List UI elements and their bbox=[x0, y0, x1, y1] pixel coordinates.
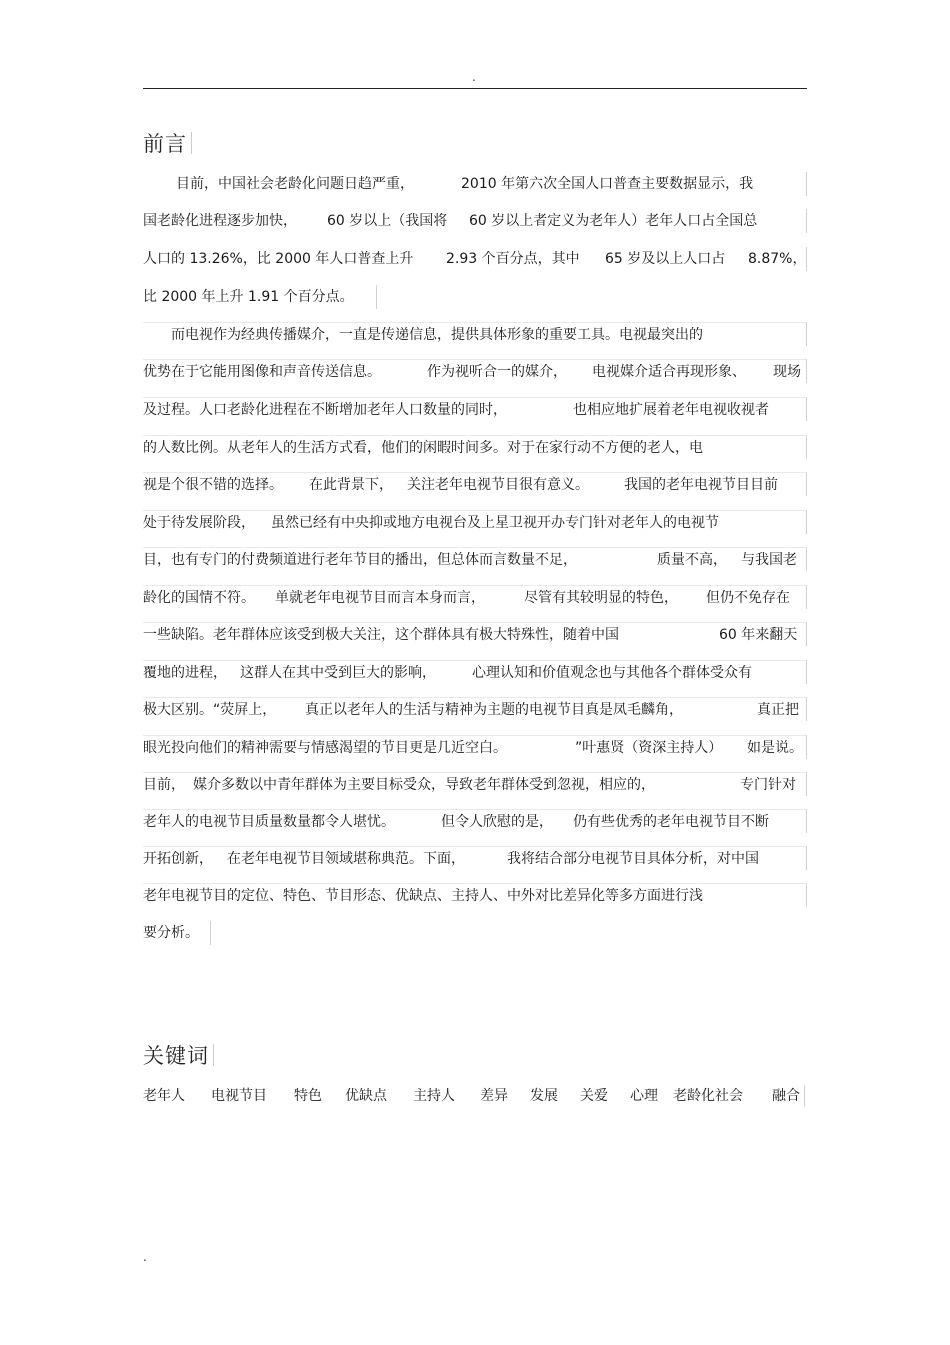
text-segment: 目前， bbox=[143, 777, 185, 793]
text-segment: 老年电视节目的定位、特色、节目形态、优缺点、主持人、中外对比差异化等多方面进行浅 bbox=[143, 888, 703, 904]
text-segment: 60 年来翻天 bbox=[719, 627, 798, 643]
text-line bbox=[143, 435, 807, 459]
text-segment: 极大区别。“荧屏上， bbox=[143, 702, 277, 718]
text-segment: 视是个很不错的选择。 bbox=[143, 477, 283, 493]
text-segment: 心理认知和价值观念也与其他各个群体受众有 bbox=[472, 665, 752, 681]
text-segment: 也相应地扩展着老年电视收视者 bbox=[573, 402, 769, 418]
text-line bbox=[143, 660, 807, 684]
text-segment: 目前，中国社会老龄化问题日趋严重， bbox=[176, 176, 414, 192]
text-line bbox=[143, 397, 807, 421]
text-line bbox=[143, 772, 807, 796]
keywords-title: 关键词 bbox=[143, 1044, 209, 1068]
text-segment: 目，也有专门的付费频道进行老年节目的播出，但总体而言数量不足， bbox=[143, 552, 577, 568]
text-segment: 真正以老年人的生活与精神为主题的电视节目真是凤毛麟角， bbox=[305, 702, 683, 718]
keyword: 心理 bbox=[630, 1088, 658, 1104]
text-line bbox=[143, 809, 807, 833]
text-segment: 国老龄化进程逐步加快， bbox=[143, 213, 297, 229]
text-segment: 龄化的国情不符。 bbox=[143, 590, 255, 606]
text-segment: 覆地的进程， bbox=[143, 665, 227, 681]
text-segment: 人口的 13.26%，比 2000 年人口普查上升 bbox=[143, 251, 414, 267]
text-segment: 老年人的电视节目质量数量都令人堪忧。 bbox=[143, 814, 395, 830]
text-segment: 媒介多数以中青年群体为主要目标受众，导致老年群体受到忽视，相应的， bbox=[193, 777, 655, 793]
text-segment: ”叶惠贤（资深主持人） bbox=[575, 740, 723, 756]
keyword: 电视节目 bbox=[211, 1088, 267, 1104]
text-segment: 专门针对 bbox=[740, 777, 796, 793]
text-segment: 优势在于它能用图像和声音传送信息。 bbox=[143, 364, 381, 380]
keyword: 老龄化社会 bbox=[673, 1088, 743, 1104]
preface-title: 前言 bbox=[143, 132, 187, 156]
text-line bbox=[143, 209, 807, 233]
preface-heading bbox=[143, 128, 192, 158]
text-line bbox=[143, 359, 807, 383]
text-segment: 开拓创新， bbox=[143, 851, 213, 867]
text-line bbox=[143, 735, 807, 759]
text-segment: 作为视听合一的媒介， bbox=[427, 364, 567, 380]
text-segment: 如是说。 bbox=[747, 740, 803, 756]
header-mark: . bbox=[472, 70, 476, 84]
text-segment: 但仍不免存在 bbox=[706, 590, 790, 606]
text-line bbox=[143, 172, 807, 196]
text-line bbox=[143, 285, 377, 309]
text-line bbox=[143, 585, 807, 609]
text-segment: 的人数比例。从老年人的生活方式看，他们的闲暇时间多。对于在家行动不方便的老人，电 bbox=[143, 440, 703, 456]
keyword: 老年人 bbox=[143, 1088, 185, 1104]
text-segment: 在老年电视节目领域堪称典范。下面， bbox=[227, 851, 465, 867]
text-segment: 尽管有其较明显的特色， bbox=[524, 590, 678, 606]
keyword: 差异 bbox=[480, 1088, 508, 1104]
text-segment: 60 岁以上（我国将 bbox=[327, 213, 448, 229]
text-line bbox=[143, 883, 807, 907]
text-line bbox=[143, 322, 807, 346]
text-segment: 在此背景下， bbox=[309, 477, 393, 493]
text-segment: 2.93 个百分点，其中 bbox=[446, 251, 580, 267]
text-segment: 眼光投向他们的精神需要与情感渴望的节目更是几近空白。 bbox=[143, 740, 507, 756]
text-segment: 仍有些优秀的老年电视节目不断 bbox=[573, 814, 769, 830]
keyword: 融合 bbox=[772, 1088, 800, 1104]
text-segment: 与我国老 bbox=[741, 552, 797, 568]
keyword: 主持人 bbox=[413, 1088, 455, 1104]
text-segment: 质量不高， bbox=[657, 552, 727, 568]
text-segment: 但令人欣慰的是， bbox=[441, 814, 553, 830]
keyword: 特色 bbox=[294, 1088, 322, 1104]
keywords-heading bbox=[143, 1040, 214, 1070]
text-segment: 要分析。 bbox=[143, 925, 199, 941]
text-segment: 及过程。人口老龄化进程在不断增加老年人口数量的同时， bbox=[143, 402, 507, 418]
text-segment: 65 岁及以上人口占 bbox=[605, 251, 726, 267]
text-segment: 电视媒介适合再现形象、 bbox=[592, 364, 746, 380]
text-line bbox=[143, 472, 807, 496]
text-line bbox=[143, 247, 807, 271]
keyword: 优缺点 bbox=[345, 1088, 387, 1104]
text-segment: 我将结合部分电视节目具体分析，对中国 bbox=[507, 851, 759, 867]
keyword: 发展 bbox=[530, 1088, 558, 1104]
text-segment: 这群人在其中受到巨大的影响， bbox=[240, 665, 436, 681]
text-line bbox=[143, 921, 211, 945]
text-line bbox=[143, 510, 807, 534]
text-segment: 虽然已经有中央抑或地方电视台及上星卫视开办专门针对老年人的电视节 bbox=[271, 515, 719, 531]
text-line bbox=[143, 622, 807, 646]
text-segment: 处于待发展阶段， bbox=[143, 515, 255, 531]
text-line bbox=[143, 547, 807, 571]
keywords-rule bbox=[804, 1085, 805, 1107]
text-line bbox=[143, 697, 807, 721]
header-rule bbox=[143, 88, 807, 89]
text-segment: 我国的老年电视节目目前 bbox=[624, 477, 778, 493]
text-segment: 关注老年电视节目很有意义。 bbox=[407, 477, 589, 493]
text-segment: 真正把 bbox=[757, 702, 799, 718]
keyword: 关爱 bbox=[580, 1088, 608, 1104]
text-segment: 单就老年电视节目而言本身而言， bbox=[275, 590, 485, 606]
text-segment: 而电视作为经典传播媒介，一直是传递信息，提供具体形象的重要工具。电视最突出的 bbox=[171, 327, 703, 343]
text-segment: 2010 年第六次全国人口普查主要数据显示，我 bbox=[461, 176, 754, 192]
text-segment: 现场 bbox=[773, 364, 801, 380]
footer-mark: . bbox=[143, 1250, 147, 1264]
text-segment: 60 岁以上者定义为老年人）老年人口占全国总 bbox=[469, 213, 758, 229]
text-segment: 一些缺陷。老年群体应该受到极大关注，这个群体具有极大特殊性，随着中国 bbox=[143, 627, 619, 643]
text-segment: 比 2000 年上升 1.91 个百分点。 bbox=[143, 289, 354, 305]
text-segment: 8.87%， bbox=[748, 251, 807, 267]
text-line bbox=[143, 846, 807, 870]
